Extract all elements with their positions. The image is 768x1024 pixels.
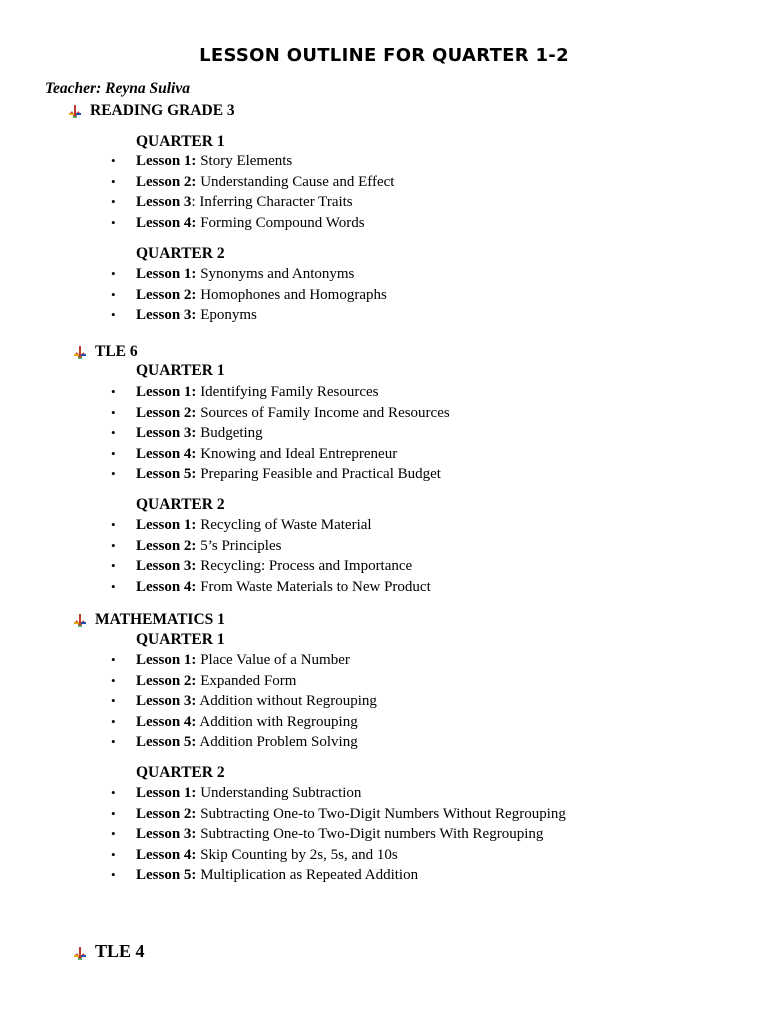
subject-heading — [73, 610, 225, 630]
list-item: • Lesson 1: Place Value of a Number — [0, 650, 377, 671]
bullet-icon: • — [111, 693, 116, 708]
bullet-icon: • — [111, 517, 116, 532]
list-item: • Lesson 3: Addition without Regrouping — [0, 691, 377, 712]
bullet-icon: • — [111, 867, 116, 882]
quarter-heading: QUARTER 1 — [136, 362, 225, 379]
teacher-name: Teacher: Reyna Suliva — [45, 80, 190, 97]
bullet-icon: • — [111, 214, 116, 230]
subject-title: READING GRADE 3 — [90, 102, 235, 119]
subject-title: MATHEMATICS 1 — [95, 611, 225, 628]
list-item: • Lesson 1: Synonyms and Antonyms — [0, 264, 387, 285]
list-item: • Lesson 1: Story Elements — [0, 151, 394, 172]
list-item: • Lesson 2: Expanded Form — [0, 671, 377, 692]
bullet-icon: • — [111, 578, 116, 594]
lesson-list — [0, 783, 566, 886]
list-item: • Lesson 3: Recycling: Process and Importance — [0, 556, 431, 577]
subject-heading — [73, 342, 138, 362]
list-item: • Lesson 2: Homophones and Homographs — [0, 285, 387, 306]
bullet-icon: • — [111, 425, 116, 440]
bullet-icon: • — [111, 404, 116, 420]
subject-heading — [68, 101, 235, 121]
bullet-icon: • — [111, 826, 116, 841]
list-item: • Lesson 2: Understanding Cause and Effect — [0, 172, 394, 193]
list-item: • Lesson 4: Forming Compound Words — [0, 213, 394, 234]
bullet-icon: • — [111, 266, 116, 281]
four-color-arrow-bullet-icon — [73, 946, 87, 960]
list-item: • Lesson 5: Addition Problem Solving — [0, 732, 377, 753]
subject-heading — [73, 941, 145, 961]
list-item: • Lesson 4: Knowing and Ideal Entrepreneur — [0, 444, 450, 465]
quarter-heading: QUARTER 2 — [136, 245, 225, 262]
list-item: • Lesson 3: Inferring Character Traits — [0, 192, 394, 213]
list-item: • Lesson 4: Skip Counting by 2s, 5s, and 10s — [0, 845, 566, 866]
bullet-icon: • — [111, 652, 116, 667]
list-item: • Lesson 5: Preparing Feasible and Practical Budget — [0, 464, 450, 485]
bullet-icon: • — [111, 445, 116, 461]
bullet-icon: • — [111, 194, 116, 209]
bullet-icon: • — [111, 537, 116, 553]
list-item: • Lesson 1: Understanding Subtraction — [0, 783, 566, 804]
lesson-list — [0, 382, 450, 485]
bullet-icon: • — [111, 153, 116, 168]
bullet-icon: • — [111, 805, 116, 821]
list-item: • Lesson 1: Identifying Family Resources — [0, 382, 450, 403]
quarter-heading: QUARTER 2 — [136, 764, 225, 781]
list-item: • Lesson 3: Budgeting — [0, 423, 450, 444]
list-item: • Lesson 5: Multiplication as Repeated Addition — [0, 865, 566, 886]
lesson-list — [0, 515, 431, 597]
bullet-icon: • — [111, 846, 116, 862]
lesson-list — [0, 264, 387, 326]
subject-title: TLE 6 — [95, 343, 138, 360]
bullet-icon: • — [111, 558, 116, 573]
bullet-icon: • — [111, 785, 116, 800]
list-item: • Lesson 4: Addition with Regrouping — [0, 712, 377, 733]
list-item: • Lesson 2: Sources of Family Income and Resources — [0, 403, 450, 424]
list-item: • Lesson 1: Recycling of Waste Material — [0, 515, 431, 536]
four-color-arrow-bullet-icon — [73, 345, 87, 359]
quarter-heading: QUARTER 1 — [136, 631, 225, 648]
document-title: LESSON OUTLINE FOR QUARTER 1-2 — [199, 45, 569, 66]
four-color-arrow-bullet-icon — [73, 613, 87, 627]
bullet-icon: • — [111, 734, 116, 749]
bullet-icon: • — [111, 173, 116, 189]
list-item: • Lesson 2: Subtracting One-to Two-Digit Numbers Without Regrouping — [0, 804, 566, 825]
bullet-icon: • — [111, 286, 116, 302]
bullet-icon: • — [111, 713, 116, 729]
list-item: • Lesson 3: Subtracting One-to Two-Digit numbers With Regrouping — [0, 824, 566, 845]
quarter-heading: QUARTER 1 — [136, 133, 225, 150]
bullet-icon: • — [111, 672, 116, 688]
list-item: • Lesson 4: From Waste Materials to New Product — [0, 577, 431, 598]
four-color-arrow-bullet-icon — [68, 104, 82, 118]
quarter-heading: QUARTER 2 — [136, 496, 225, 513]
lesson-list — [0, 151, 394, 233]
list-item: • Lesson 2: 5’s Principles — [0, 536, 431, 557]
subject-title: TLE 4 — [95, 941, 145, 961]
lesson-list — [0, 650, 377, 753]
list-item: • Lesson 3: Eponyms — [0, 305, 387, 326]
bullet-icon: • — [111, 307, 116, 322]
bullet-icon: • — [111, 384, 116, 399]
bullet-icon: • — [111, 466, 116, 481]
